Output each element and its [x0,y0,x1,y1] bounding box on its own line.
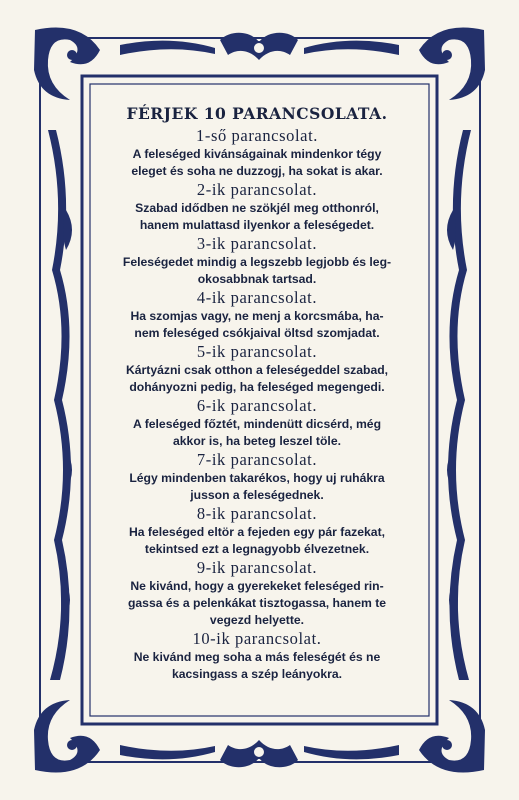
text-line: eleget és soha ne duzzogj, ha sokat is akar. [131,164,383,178]
commandment-heading-2: 2-ik parancsolat. [196,180,318,199]
commandment-heading-10: 10-ik parancsolat. [192,629,322,648]
commandment-heading-6: 6-ik parancsolat. [196,396,318,415]
commandment-text-9 [96,578,418,629]
text-line: Ne kivánd, hogy a gyerekeket feleséged rin- [130,579,384,593]
commandment-text-1 [96,146,418,180]
text-line: dohányozni pedig, ha feleséged megengedi. [129,380,385,394]
text-line: Kártyázni csak otthon a feleségeddel szabad, [125,363,389,377]
commandment-heading-3: 3-ik parancsolat. [196,234,318,253]
commandment-heading-4: 4-ik parancsolat. [196,288,318,307]
top-crest-ornament [120,33,399,60]
text-line: tekintsed ezt a legnagyobb élvezetnek. [144,542,370,556]
left-side-ornament [48,130,72,680]
text-line: Szabad idődben ne szökjél meg otthonról, [135,201,379,215]
text-line: Ha feleséged eltör a fejeden egy pár fazekat, [128,525,386,539]
right-side-ornament [447,130,471,680]
commandment-heading-1: 1-ső parancsolat. [196,126,318,145]
commandment-text-3 [96,254,418,288]
commandments-text [96,100,418,710]
text-line: akkor is, ha beteg leszel töle. [173,434,341,448]
commandment-text-10 [96,649,418,683]
text-line: Légy mindenben takarékos, hogy uj ruhákra [129,471,385,485]
text-line: Feleségedet mindig a legszebb legjobb és leg- [122,255,392,269]
text-line: nem feleséged csókjaival öltsd szomjadat. [134,326,380,340]
text-line: Ha szomjas vagy, ne menj a korcsmába, ha- [130,309,384,323]
bottom-crest-ornament [120,740,399,767]
commandment-text-8 [96,524,418,558]
text-line: vegezd helyette. [209,613,305,627]
commandment-heading-7: 7-ik parancsolat. [196,450,318,469]
commandment-heading-5: 5-ik parancsolat. [196,342,318,361]
commandment-heading-9: 9-ik parancsolat. [196,558,318,577]
commandment-text-5 [96,362,418,396]
commandment-text-7 [96,470,418,504]
text-line: gassa és a pelenkákat tisztogassa, hanem te [127,596,387,610]
commandment-text-2 [96,200,418,234]
commandment-text-4 [96,308,418,342]
text-line: Ne kivánd meg soha a más feleségét és ne [133,650,381,664]
commandment-text-6 [96,416,418,450]
text-line: A feleséged főztét, mindenütt dicsérd, még [132,417,382,431]
page-title: FÉRJEK 10 PARANCSOLATA. [126,104,388,123]
text-line: A feleséged kivánságainak mindenkor tégy [132,147,382,161]
text-line: kacsingass a szép leányokra. [171,667,343,681]
text-line: jusson a feleségednek. [190,488,324,502]
text-line: okosabbnak tartsad. [197,272,317,286]
text-line: hanem mulattasd ilyenkor a feleségedet. [139,218,375,232]
commandment-heading-8: 8-ik parancsolat. [196,504,318,523]
